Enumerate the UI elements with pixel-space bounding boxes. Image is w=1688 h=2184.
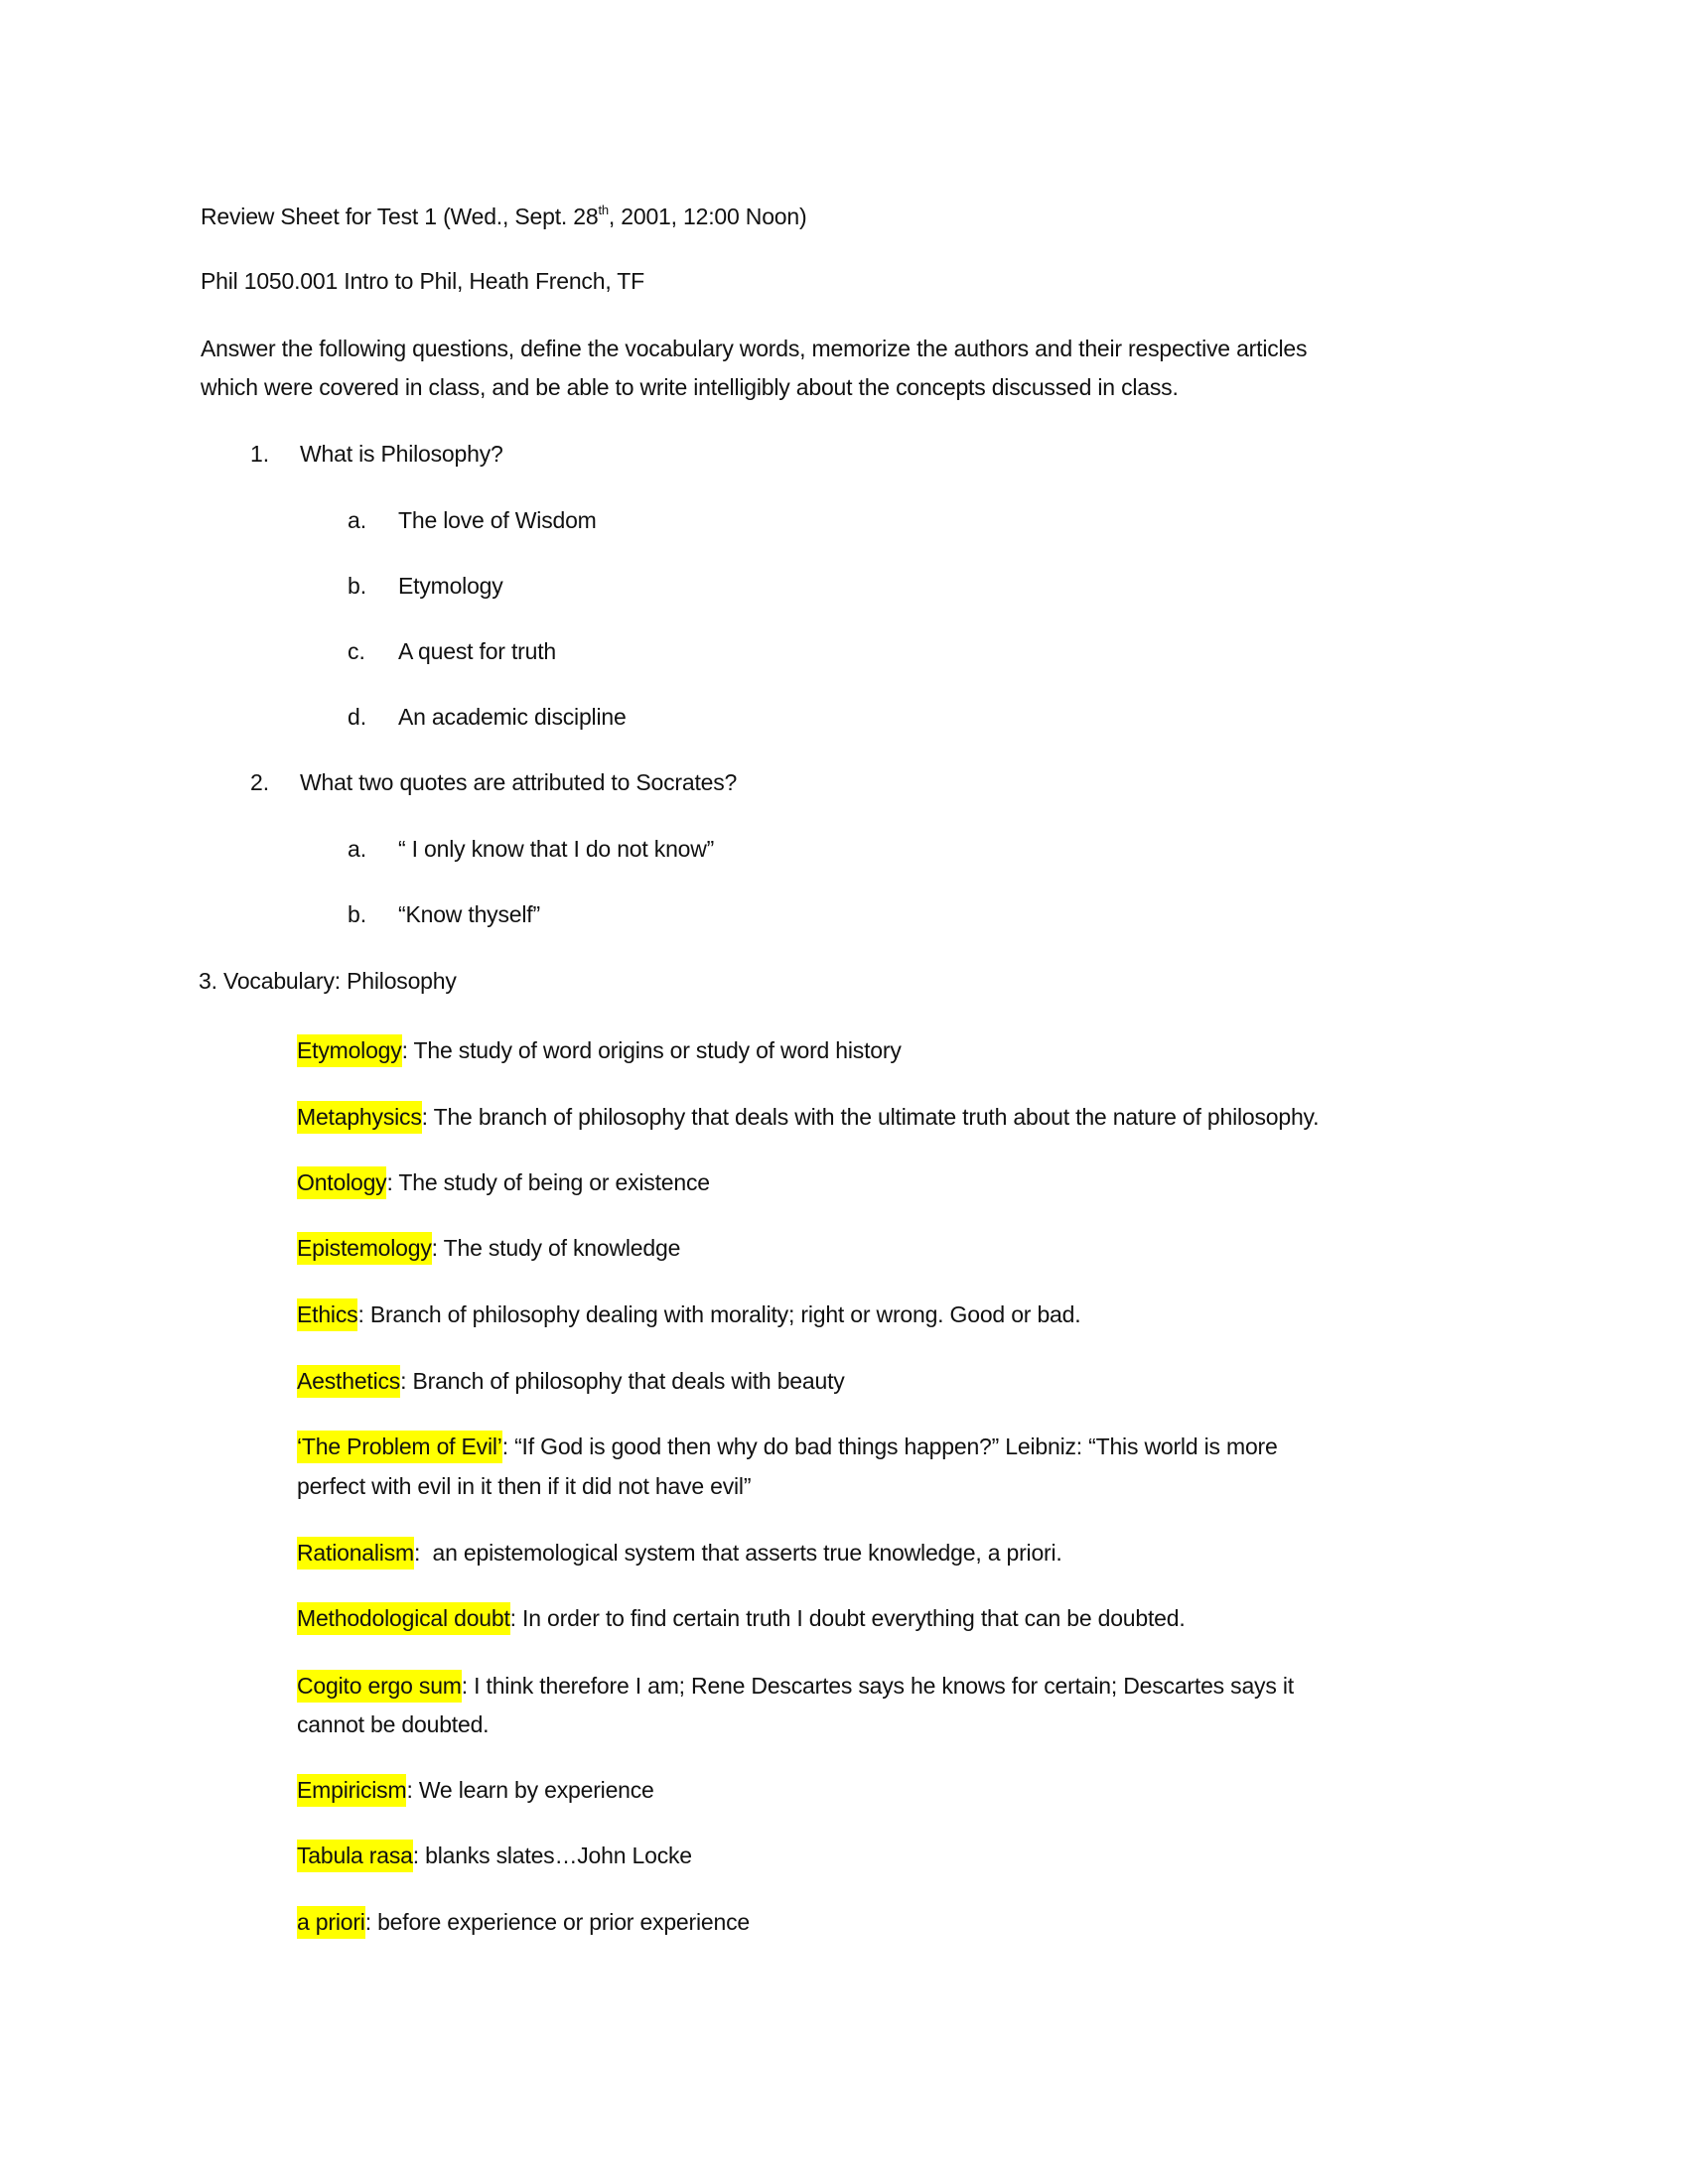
vocab-continuation: cannot be doubted. — [297, 1711, 490, 1737]
vocab-continuation: perfect with evil in it then if it did not have evil” — [297, 1473, 752, 1499]
title-rest: , 2001, 12:00 Noon) — [608, 204, 807, 229]
instructions-line-1: Answer the following questions, define the vocabulary words, memorize the authors and their respective articles — [201, 336, 1308, 361]
answer-text: Etymology — [398, 573, 503, 599]
question-number: 1. — [250, 441, 270, 467]
vocab-item-methodological-doubt — [297, 1603, 1186, 1633]
vocab-definition: : The branch of philosophy that deals with the ultimate truth about the nature of philosophy. — [421, 1104, 1320, 1130]
answer-text: A quest for truth — [398, 638, 556, 664]
vocab-definition: : I think therefore I am; Rene Descartes says he knows for certain; Descartes says it — [461, 1673, 1294, 1699]
vocab-definition: : an epistemological system that asserts true knowledge, a priori. — [413, 1540, 1062, 1566]
vocab-item-ethics — [297, 1299, 1080, 1329]
answer-letter: c. — [348, 638, 365, 664]
vocab-item-etymology — [297, 1035, 902, 1065]
question-text: What two quotes are attributed to Socrates? — [300, 769, 738, 795]
vocab-item-aesthetics — [297, 1366, 845, 1396]
vocab-term: Methodological doubt — [297, 1602, 510, 1635]
title-main: Review Sheet for Test 1 (Wed., Sept. 28 — [201, 204, 599, 229]
vocab-definition: : The study of being or existence — [386, 1169, 710, 1195]
vocab-item-tabula-rasa — [297, 1841, 692, 1870]
instructions-line-2: which were covered in class, and be able to write intelligibly about the concepts discussed in class. — [201, 374, 1179, 400]
vocab-definition: : blanks slates…John Locke — [412, 1843, 692, 1868]
vocab-definition: : Branch of philosophy that deals with beauty — [400, 1368, 845, 1394]
vocab-term: Etymology — [297, 1034, 402, 1067]
vocab-term: Aesthetics — [297, 1365, 400, 1398]
vocab-definition: : “If God is good then why do bad things happen?” Leibniz: “This world is more — [501, 1433, 1278, 1459]
vocab-definition: : before experience or prior experience — [364, 1909, 750, 1935]
answer-text: “Know thyself” — [398, 901, 540, 927]
vocab-item-ontology — [297, 1167, 710, 1197]
answer-letter: b. — [348, 901, 367, 927]
vocab-item-metaphysics — [297, 1102, 1319, 1132]
vocab-term: Metaphysics — [297, 1101, 422, 1134]
answer-letter: a. — [348, 836, 367, 862]
page-title — [201, 202, 806, 231]
vocab-term: Empiricism — [297, 1774, 406, 1807]
vocab-item-empiricism — [297, 1775, 654, 1805]
vocab-term: ‘The Problem of Evil’ — [297, 1431, 502, 1463]
answer-letter: b. — [348, 573, 367, 599]
vocab-item-a-priori — [297, 1907, 750, 1937]
vocab-term: Cogito ergo sum — [297, 1670, 462, 1703]
vocab-definition: : We learn by experience — [406, 1777, 654, 1803]
answer-text: “ I only know that I do not know” — [398, 836, 715, 862]
vocab-item-cogito-ergo-sum — [297, 1671, 1294, 1701]
answer-text: The love of Wisdom — [398, 507, 597, 533]
vocab-term: Rationalism — [297, 1537, 414, 1570]
vocab-term: Tabula rasa — [297, 1840, 413, 1872]
vocabulary-heading: 3. Vocabulary: Philosophy — [199, 968, 457, 994]
vocab-definition: : The study of knowledge — [431, 1235, 681, 1261]
answer-letter: a. — [348, 507, 367, 533]
vocab-term: a priori — [297, 1906, 365, 1939]
vocab-definition: : In order to find certain truth I doubt everything that can be doubted. — [509, 1605, 1186, 1631]
vocab-definition: : Branch of philosophy dealing with morality; right or wrong. Good or bad. — [357, 1301, 1081, 1327]
vocab-term: Ethics — [297, 1298, 357, 1331]
vocab-definition: : The study of word origins or study of word history — [401, 1037, 902, 1063]
vocab-item-problem-of-evil — [297, 1432, 1278, 1461]
vocab-item-epistemology — [297, 1233, 680, 1263]
question-text: What is Philosophy? — [300, 441, 503, 467]
vocab-item-rationalism — [297, 1538, 1062, 1568]
question-number: 2. — [250, 769, 270, 795]
title-superscript: th — [598, 203, 609, 217]
vocab-term: Epistemology — [297, 1232, 432, 1265]
answer-letter: d. — [348, 704, 367, 730]
vocab-term: Ontology — [297, 1166, 386, 1199]
answer-text: An academic discipline — [398, 704, 627, 730]
course-line: Phil 1050.001 Intro to Phil, Heath French, TF — [201, 268, 644, 294]
